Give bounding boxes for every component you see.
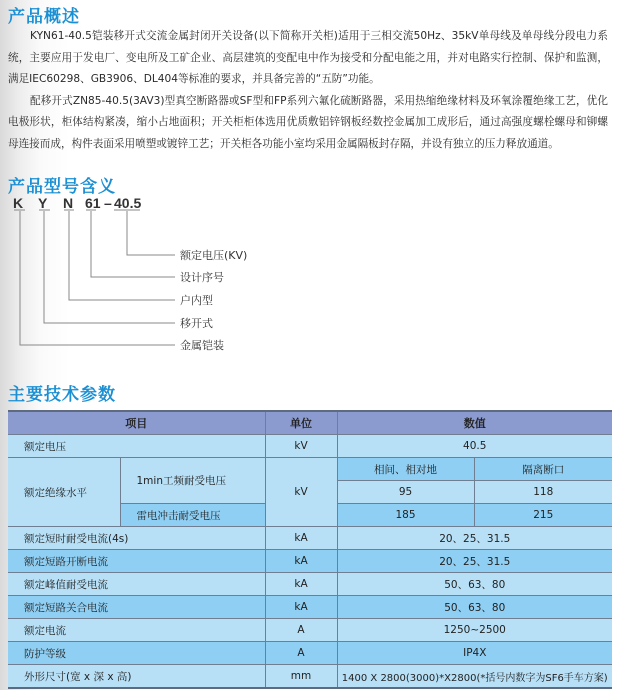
overview-paragraph-2: 配移开式ZN85-40.5(3AV3)型真空断路器或SF型和FP系列六氟化硫断路器，采用热缩绝缘材料及环氧涂覆绝缘工艺，优化电极形状，柜体结构紧凑，缩小占地面积；开关柜柜体选用优质敷铝锌钢板经数控金属加工成形后，通过高强度螺栓螺母和铆螺母连接而成，构件表面采用喷塑或镀锌工艺；开关柜各功能小室均采用金属隔板封存隔，并设有独立的压力释放通道。 [8, 94, 608, 150]
cell-value: 1400 X 2800(3000)*X2800(*括号内数字为SF6手车方案) [337, 665, 612, 689]
cell-value: 20、25、31.5 [337, 527, 612, 550]
cell-item: 外形尺寸(宽 x 深 x 高) [8, 665, 265, 689]
cell-unit: kA [265, 527, 337, 550]
cell-value: IP4X [337, 642, 612, 665]
table-row [8, 550, 612, 573]
model-code-n: N [63, 195, 74, 211]
cell-subheader-phase: 相间、相对地 [337, 458, 474, 481]
cell-item: 额定绝缘水平 [8, 458, 120, 527]
cell-item: 额定短时耐受电流(4s) [8, 527, 265, 550]
overview-paragraph-1: KYN61-40.5铠装移开式交流金属封闭开关设备(以下简称开关柜)适用于三相交流50Hz、35kV单母线及单母线分段电力系统，主要应用于发电厂、变电所及工矿企业、高层建筑的变配电中作为接受和分配电能之用，并对电路实行控制、保护和监测，满足IEC60298、GB3906、DL404等标准的要求，并具备完善的“五防”功能。 [8, 30, 608, 85]
cell-subitem: 1min工频耐受电压 [120, 458, 265, 504]
cell-item: 额定峰值耐受电流 [8, 573, 265, 596]
cell-value: 40.5 [337, 435, 612, 458]
table-row [8, 435, 612, 458]
cell-unit: kV [265, 435, 337, 458]
table-row [8, 458, 612, 481]
model-label-indoor: 户内型 [180, 294, 213, 307]
table-row [8, 596, 612, 619]
cell-item: 额定短路关合电流 [8, 596, 265, 619]
cell-unit: A [265, 642, 337, 665]
cell-item: 防护等级 [8, 642, 265, 665]
cell-unit: kA [265, 596, 337, 619]
model-diagram [0, 195, 300, 365]
model-code-dash: – [104, 195, 112, 211]
cell-value: 118 [474, 481, 612, 504]
model-code-61: 61 [85, 195, 101, 211]
model-code-40-5: 40.5 [114, 195, 142, 211]
cell-unit: kA [265, 573, 337, 596]
overview-text [8, 26, 608, 155]
cell-unit: kV [265, 458, 337, 527]
spec-table [8, 410, 612, 689]
header-unit: 单位 [265, 411, 337, 435]
table-header-row [8, 411, 612, 435]
cell-value: 95 [337, 481, 474, 504]
cell-value: 185 [337, 504, 474, 527]
table-row [8, 573, 612, 596]
model-leader-lines [0, 195, 300, 365]
cell-value: 50、63、80 [337, 573, 612, 596]
table-row [8, 665, 612, 689]
cell-unit: mm [265, 665, 337, 689]
params-heading: 主要技术参数 [8, 385, 116, 405]
cell-value: 215 [474, 504, 612, 527]
cell-item: 额定短路开断电流 [8, 550, 265, 573]
cell-item: 额定电压 [8, 435, 265, 458]
cell-unit: kA [265, 550, 337, 573]
cell-subheader-isolation: 隔离断口 [474, 458, 612, 481]
overview-heading: 产品概述 [8, 7, 80, 27]
table-row [8, 527, 612, 550]
cell-value: 20、25、31.5 [337, 550, 612, 573]
header-value: 数值 [337, 411, 612, 435]
model-label-metal-clad: 金属铠装 [180, 339, 224, 352]
cell-unit: A [265, 619, 337, 642]
model-code-y: Y [38, 195, 48, 211]
cell-item: 额定电流 [8, 619, 265, 642]
header-item: 项目 [8, 411, 265, 435]
table-row [8, 642, 612, 665]
model-label-withdrawable: 移开式 [180, 317, 213, 330]
model-heading: 产品型号含义 [8, 177, 116, 197]
model-code-k: K [13, 195, 24, 211]
cell-value: 1250~2500 [337, 619, 612, 642]
model-label-design-serial: 设计序号 [180, 271, 224, 284]
cell-value: 50、63、80 [337, 596, 612, 619]
table-row [8, 619, 612, 642]
cell-subitem: 雷电冲击耐受电压 [120, 504, 265, 527]
model-label-rated-voltage: 额定电压(KV) [180, 249, 248, 262]
